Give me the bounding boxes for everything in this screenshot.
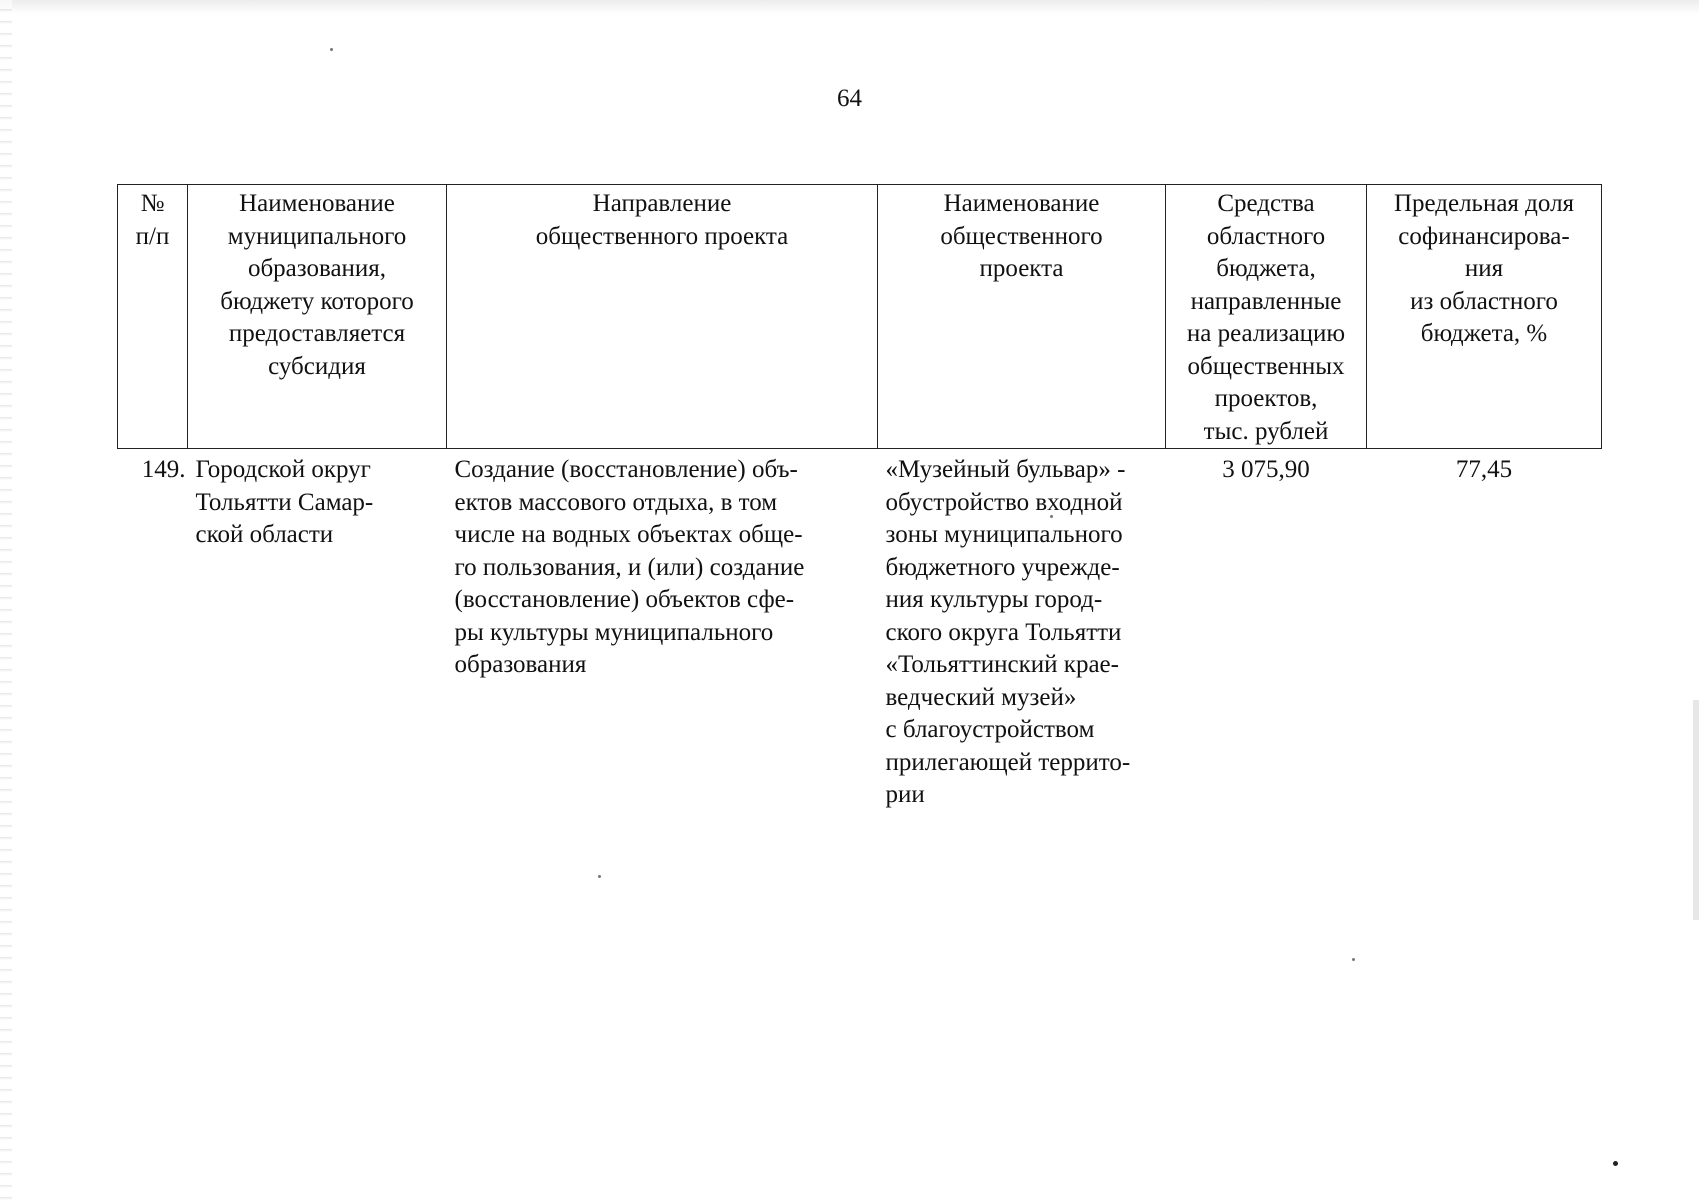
scan-speck [598,875,601,878]
page-number: 64 [837,85,862,112]
cell-municipality: Городской округ Тольятти Самар- ской области [195,456,374,548]
table-header-row [118,185,1602,449]
subsidy-table [117,184,1602,812]
header-share: Предельная доля софинансирова- ния из областного бюджета, % [1367,185,1602,449]
scan-right-edge [1693,700,1699,920]
header-project-name: Наименование общественного проекта [878,185,1166,449]
header-funds: Средства областного бюджета, направленные на реализацию общественных проектов, тыс. рублей [1166,185,1367,449]
scan-speck [1352,958,1355,961]
header-direction: Направление общественного проекта [447,185,878,449]
scan-speck [1613,1161,1618,1166]
cell-share: 77,45 [1455,456,1513,483]
header-number: № п/п [118,185,188,449]
cell-number: 149. [141,456,186,483]
cell-direction: Создание (восстановление) объ- ектов массового отдыха, в том числе на водных объектах обще- го пользования, и (или) создание (восстановление) объектов сфе- ры культуры муниципального образования [454,456,805,678]
scan-top-shadow [0,0,1699,14]
table-row [118,449,1602,812]
header-municipality: Наименование муниципального образования, бюджету которого предоставляется субсидия [188,185,447,449]
scan-left-edge [0,0,12,1200]
cell-project-name: «Музейный бульвар» - обустройство входной зоны муниципального бюджетного учрежде- ния культуры город- ского округа Тольятти «Тольяттинский крае- ведческий музей» с благоустройством прилегающей террито- рии [885,456,1131,808]
scan-speck [330,48,333,51]
scan-speck [1050,515,1053,518]
cell-funds: 3 075,90 [1222,456,1310,483]
